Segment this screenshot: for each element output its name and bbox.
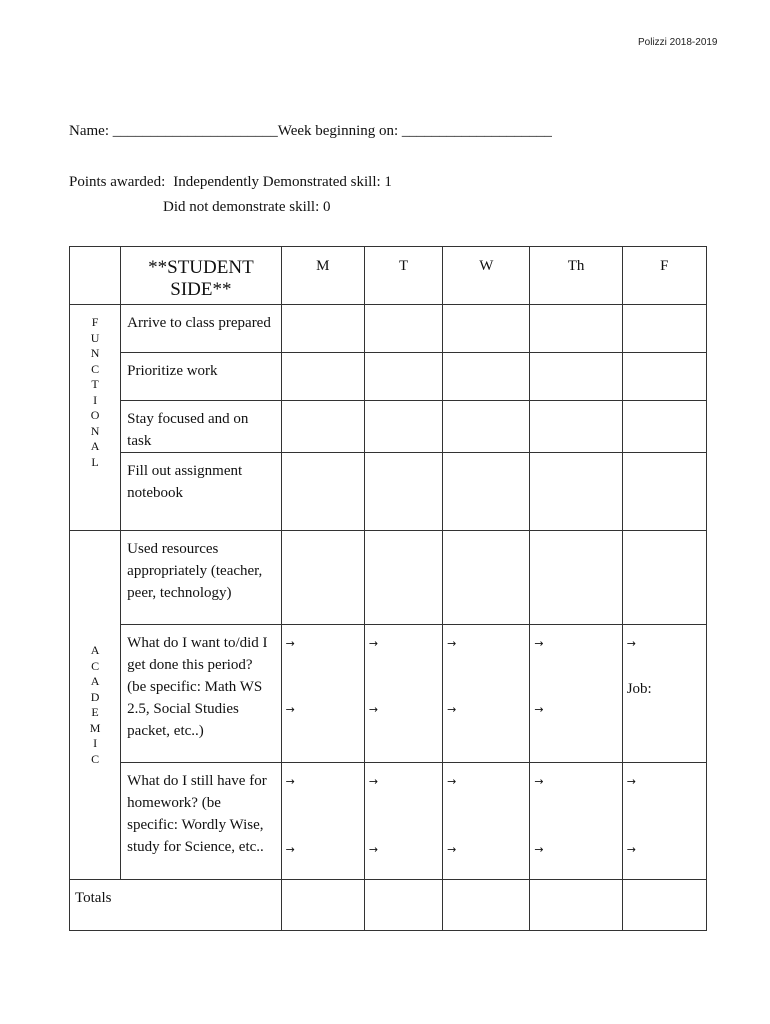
score-cell[interactable]	[622, 453, 706, 531]
arrow-icon: →	[447, 637, 457, 650]
arrow-icon: →	[626, 775, 636, 788]
row-label-focused: Stay focused and on task	[121, 401, 282, 453]
table-header-row	[70, 247, 707, 305]
score-cell[interactable]	[530, 453, 622, 531]
score-cell[interactable]	[530, 401, 622, 453]
score-cell[interactable]	[443, 453, 530, 531]
table-row	[70, 305, 707, 353]
score-cell[interactable]	[530, 353, 622, 401]
table-row	[70, 401, 707, 453]
homework-cell-f[interactable]	[622, 763, 706, 880]
points-awarded-label: Points awarded:	[69, 174, 166, 190]
independent-skill-text: Independently Demonstrated skill: 1	[173, 174, 392, 190]
goal-cell-f[interactable]	[622, 625, 706, 763]
score-cell[interactable]	[364, 531, 442, 625]
score-cell[interactable]	[281, 453, 364, 531]
arrow-icon: →	[534, 775, 544, 788]
day-header-w: W	[443, 247, 530, 305]
section-label-academic	[70, 531, 121, 880]
score-cell[interactable]	[622, 305, 706, 353]
row-label-arrive: Arrive to class prepared	[121, 305, 282, 353]
academic-vertical-text: A C A D E M I C	[89, 643, 101, 766]
table-row	[70, 353, 707, 401]
goal-cell-th[interactable]	[530, 625, 622, 763]
day-header-m: M	[281, 247, 364, 305]
arrow-icon: →	[368, 703, 379, 716]
score-cell[interactable]	[364, 453, 442, 531]
row-label-period-goals: What do I want to/did I get done this period? (be specific: Math WS 2.5, Social Studies packet, etc..)	[121, 625, 282, 763]
section-label-functional	[70, 305, 121, 531]
header-author-year: Polizzi 2018-2019	[638, 37, 718, 48]
table-row	[70, 625, 707, 763]
score-cell[interactable]	[622, 401, 706, 453]
homework-cell-t[interactable]	[364, 763, 442, 880]
arrow-icon: →	[285, 775, 295, 788]
arrow-icon: →	[447, 703, 457, 716]
arrow-icon: →	[368, 637, 379, 650]
homework-cell-m[interactable]	[281, 763, 364, 880]
homework-cell-th[interactable]	[530, 763, 622, 880]
score-cell[interactable]	[364, 305, 442, 353]
score-cell[interactable]	[443, 305, 530, 353]
name-week-line: Name: ______________________Week beginning on: ____________________	[69, 123, 552, 139]
score-cell[interactable]	[281, 531, 364, 625]
arrow-icon: →	[285, 703, 295, 716]
behavior-table	[69, 246, 707, 931]
score-cell[interactable]	[281, 353, 364, 401]
student-side-title: **STUDENT SIDE**	[121, 247, 282, 305]
arrow-icon: →	[534, 637, 544, 650]
day-header-f: F	[622, 247, 706, 305]
score-cell[interactable]	[443, 353, 530, 401]
table-row	[70, 531, 707, 625]
table-row	[70, 453, 707, 531]
score-cell[interactable]	[530, 305, 622, 353]
row-label-prioritize: Prioritize work	[121, 353, 282, 401]
score-cell[interactable]	[281, 305, 364, 353]
totals-label: Totals	[70, 880, 282, 931]
score-cell[interactable]	[622, 353, 706, 401]
score-cell[interactable]	[622, 531, 706, 625]
total-cell[interactable]	[530, 880, 622, 931]
total-cell[interactable]	[622, 880, 706, 931]
arrow-icon: →	[626, 843, 636, 856]
score-cell[interactable]	[530, 531, 622, 625]
arrow-icon: →	[285, 843, 295, 856]
arrow-icon: →	[534, 703, 544, 716]
total-cell[interactable]	[443, 880, 530, 931]
arrow-icon: →	[447, 775, 457, 788]
score-cell[interactable]	[364, 353, 442, 401]
row-label-resources: Used resources appropriately (teacher, peer, technology)	[121, 531, 282, 625]
score-cell[interactable]	[364, 401, 442, 453]
arrow-icon: →	[368, 775, 379, 788]
goal-cell-t[interactable]	[364, 625, 442, 763]
homework-cell-w[interactable]	[443, 763, 530, 880]
total-cell[interactable]	[364, 880, 442, 931]
totals-row	[70, 880, 707, 931]
day-header-th: Th	[530, 247, 622, 305]
job-label: Job:	[626, 681, 652, 697]
row-label-notebook: Fill out assignment notebook	[121, 453, 282, 531]
row-label-homework: What do I still have for homework? (be specific: Wordly Wise, study for Science, etc..	[121, 763, 282, 880]
not-demonstrated-text: Did not demonstrate skill: 0	[163, 199, 331, 215]
arrow-icon: →	[368, 843, 379, 856]
points-awarded-line	[69, 174, 392, 191]
table-row	[70, 763, 707, 880]
score-cell[interactable]	[281, 401, 364, 453]
arrow-icon: →	[285, 637, 295, 650]
goal-cell-w[interactable]	[443, 625, 530, 763]
arrow-icon: →	[534, 843, 544, 856]
arrow-icon: →	[447, 843, 457, 856]
day-header-t: T	[364, 247, 442, 305]
score-cell[interactable]	[443, 531, 530, 625]
goal-cell-m[interactable]	[281, 625, 364, 763]
functional-vertical-text: F U N C T I O N A L	[90, 315, 100, 469]
score-cell[interactable]	[443, 401, 530, 453]
header-blank-cell	[70, 247, 121, 305]
total-cell[interactable]	[281, 880, 364, 931]
arrow-icon: →	[626, 637, 636, 650]
